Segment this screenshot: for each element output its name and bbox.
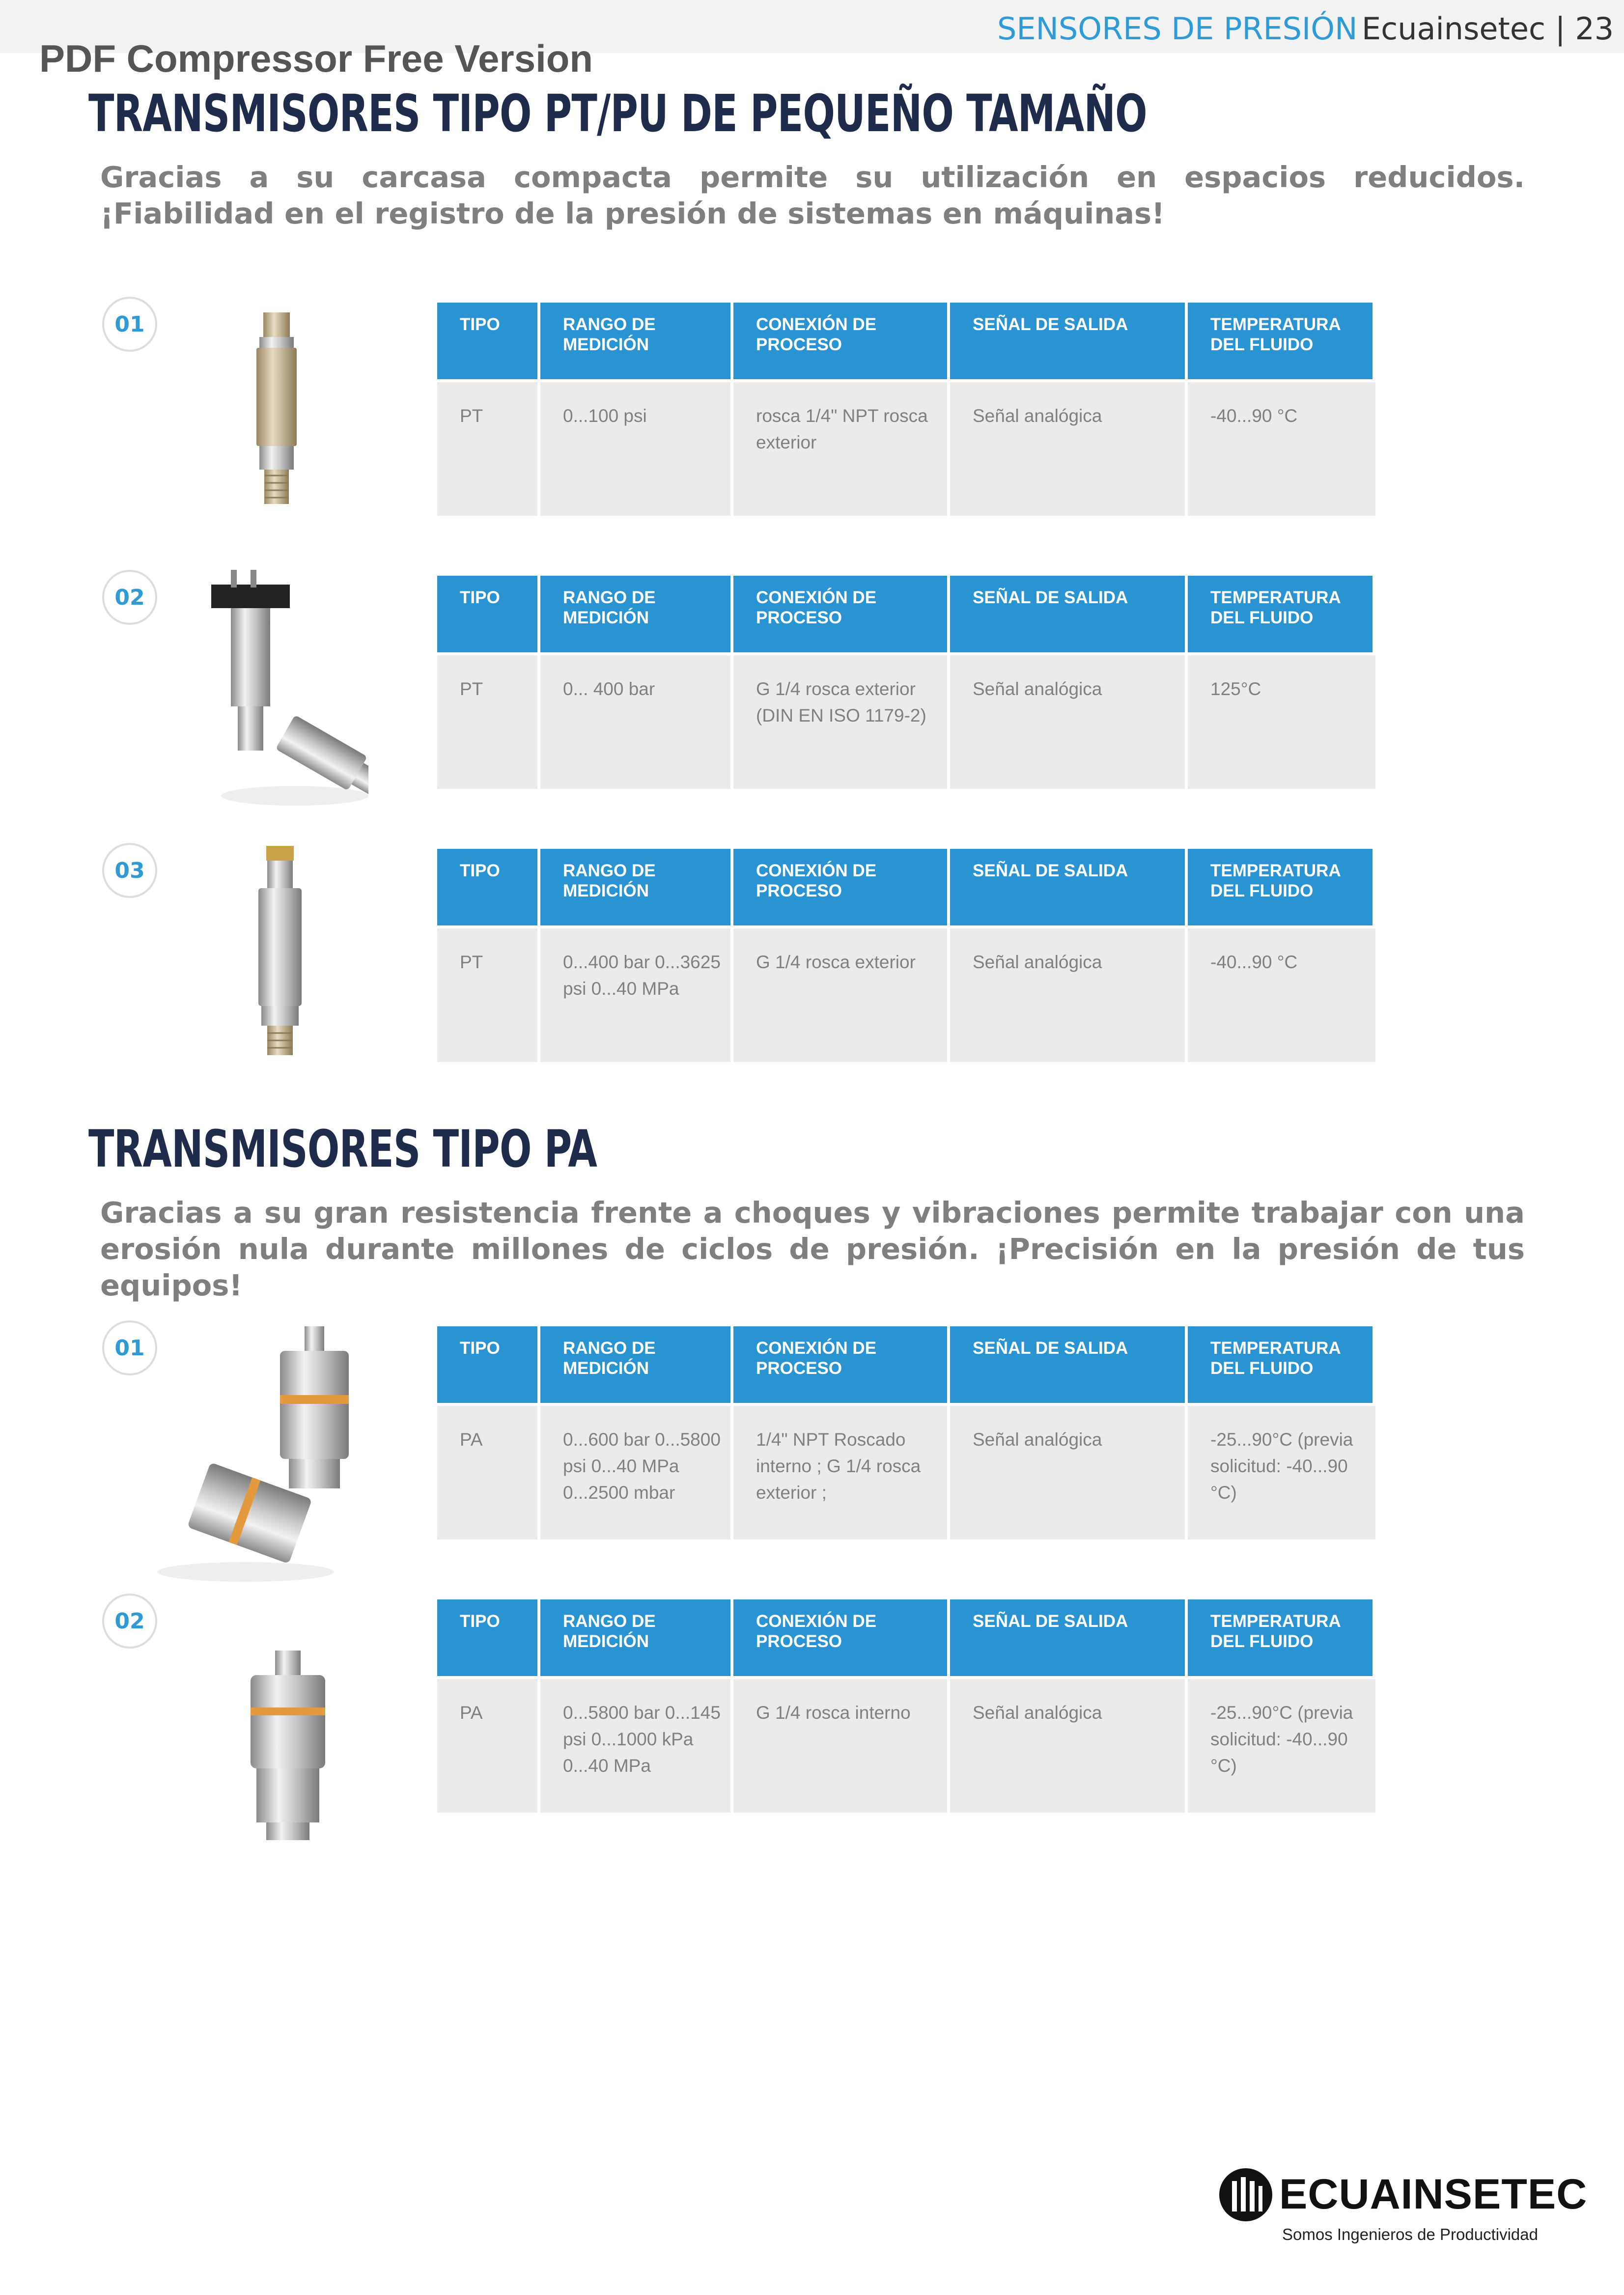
transmitter-image <box>201 565 368 811</box>
col-header-rango: RANGO DE MEDICIÓN <box>540 576 733 652</box>
header-page-number: Ecuainsetec | 23 <box>1362 11 1614 47</box>
col-header-conexion: CONEXIÓN DE PROCESO <box>733 849 950 925</box>
section-description-pt: Gracias a su carcasa compacta permite su utilización en espacios reducidos. ¡Fiabilidad en el registro de la presión de sistemas en máquinas! <box>100 160 1525 230</box>
section-title-pt: TRANSMISORES TIPO PT/PU DE PEQUEÑO TAMAÑO <box>88 84 1147 143</box>
transmitter-image <box>240 308 313 520</box>
col-header-tipo: TIPO <box>437 1599 540 1676</box>
cell-rango: 0...5800 bar 0...145 psi 0...1000 kPa 0...40 MPa <box>540 1676 733 1813</box>
product-number-badge: 01 <box>102 297 157 352</box>
cell-conexion: rosca 1/4" NPT rosca exterior <box>733 379 950 516</box>
transmitter-image <box>239 1649 337 1845</box>
cell-tipo: PA <box>437 1676 540 1813</box>
cell-senal: Señal analógica <box>950 652 1188 789</box>
col-header-senal: SEÑAL DE SALIDA <box>950 303 1188 379</box>
cell-rango: 0...400 bar 0...3625 psi 0...40 MPa <box>540 925 733 1062</box>
col-header-conexion: CONEXIÓN DE PROCESO <box>733 576 950 652</box>
col-header-conexion: CONEXIÓN DE PROCESO <box>733 303 950 379</box>
cell-senal: Señal analógica <box>950 379 1188 516</box>
col-header-senal: SEÑAL DE SALIDA <box>950 849 1188 925</box>
spec-table <box>437 576 1375 789</box>
col-header-tipo: TIPO <box>437 849 540 925</box>
col-header-rango: RANGO DE MEDICIÓN <box>540 1599 733 1676</box>
col-header-rango: RANGO DE MEDICIÓN <box>540 303 733 379</box>
spec-table <box>437 1599 1375 1813</box>
cell-rango: 0...600 bar 0...5800 psi 0...40 MPa 0...2500 mbar <box>540 1403 733 1539</box>
cell-conexion: G 1/4 rosca interno <box>733 1676 950 1813</box>
cell-tipo: PT <box>437 379 540 516</box>
col-header-tipo: TIPO <box>437 303 540 379</box>
transmitter-image <box>147 1321 364 1587</box>
cell-conexion: 1/4" NPT Roscado interno ; G 1/4 rosca exterior ; <box>733 1403 950 1539</box>
col-header-temperatura: TEMPERATURA DEL FLUIDO <box>1188 303 1375 379</box>
col-header-temperatura: TEMPERATURA DEL FLUIDO <box>1188 849 1375 925</box>
spec-table <box>437 303 1375 516</box>
cell-rango: 0...100 psi <box>540 379 733 516</box>
product-number-badge: 02 <box>102 1594 157 1649</box>
col-header-conexion: CONEXIÓN DE PROCESO <box>733 1599 950 1676</box>
ecuainsetec-logo-icon <box>1217 2166 1274 2223</box>
col-header-tipo: TIPO <box>437 576 540 652</box>
col-header-senal: SEÑAL DE SALIDA <box>950 576 1188 652</box>
cell-senal: Señal analógica <box>950 925 1188 1062</box>
cell-temperatura: -25...90°C (previa solicitud: -40...90 °C) <box>1188 1403 1375 1539</box>
col-header-temperatura: TEMPERATURA DEL FLUIDO <box>1188 1326 1375 1403</box>
section-description-pa: Gracias a su gran resistencia frente a choques y vibraciones permite trabajar con una erosión nula durante millones de ciclos de presión. ¡Precisión en la presión de tus equipos! <box>100 1196 1525 1302</box>
cell-senal: Señal analógica <box>950 1676 1188 1813</box>
cell-tipo: PA <box>437 1403 540 1539</box>
col-header-conexion: CONEXIÓN DE PROCESO <box>733 1326 950 1403</box>
cell-conexion: G 1/4 rosca exterior <box>733 925 950 1062</box>
transmitter-image <box>246 844 314 1060</box>
product-number-badge: 02 <box>102 570 157 625</box>
footer-tagline: Somos Ingenieros de Productividad <box>1282 2225 1538 2243</box>
cell-tipo: PT <box>437 652 540 789</box>
header-section-label: SENSORES DE PRESIÓN <box>997 11 1358 47</box>
watermark: PDF Compressor Free Version <box>39 37 593 80</box>
cell-rango: 0... 400 bar <box>540 652 733 789</box>
cell-temperatura: -40...90 °C <box>1188 925 1375 1062</box>
cell-conexion: G 1/4 rosca exterior (DIN EN ISO 1179-2) <box>733 652 950 789</box>
col-header-tipo: TIPO <box>437 1326 540 1403</box>
cell-temperatura: -40...90 °C <box>1188 379 1375 516</box>
footer-logo-text: ECUAINSETEC <box>1279 2171 1588 2218</box>
cell-tipo: PT <box>437 925 540 1062</box>
col-header-senal: SEÑAL DE SALIDA <box>950 1599 1188 1676</box>
section-title-pa: TRANSMISORES TIPO PA <box>88 1119 597 1179</box>
cell-senal: Señal analógica <box>950 1403 1188 1539</box>
col-header-temperatura: TEMPERATURA DEL FLUIDO <box>1188 1599 1375 1676</box>
col-header-rango: RANGO DE MEDICIÓN <box>540 849 733 925</box>
spec-table <box>437 1326 1375 1539</box>
cell-temperatura: 125°C <box>1188 652 1375 789</box>
spec-table <box>437 849 1375 1062</box>
col-header-temperatura: TEMPERATURA DEL FLUIDO <box>1188 576 1375 652</box>
product-number-badge: 03 <box>102 843 157 898</box>
cell-temperatura: -25...90°C (previa solicitud: -40...90 °C) <box>1188 1676 1375 1813</box>
product-number-badge: 01 <box>102 1320 157 1375</box>
col-header-senal: SEÑAL DE SALIDA <box>950 1326 1188 1403</box>
col-header-rango: RANGO DE MEDICIÓN <box>540 1326 733 1403</box>
